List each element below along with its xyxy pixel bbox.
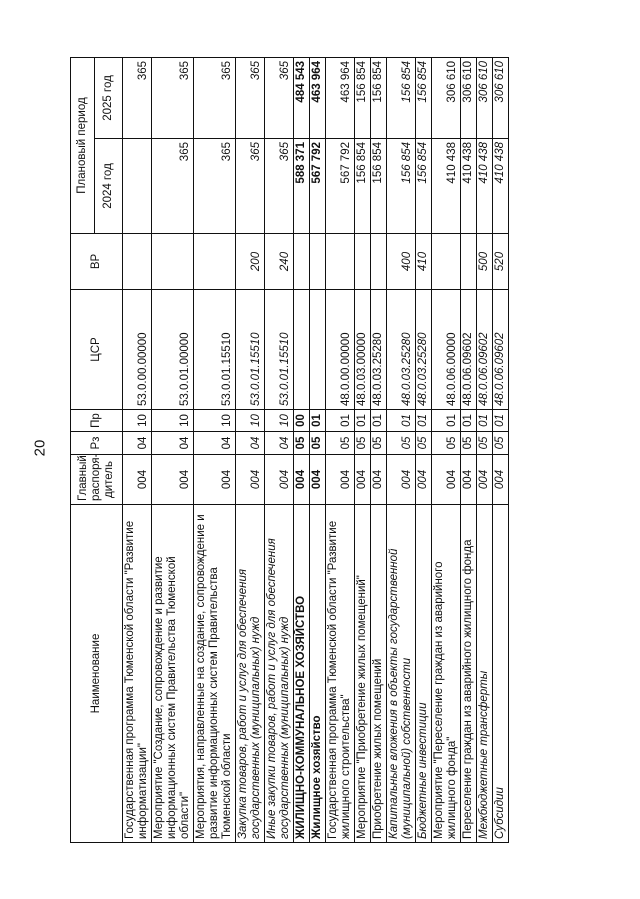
cell-vr: 400	[387, 234, 416, 290]
cell-year2: 365	[265, 57, 294, 138]
cell-chief: 004	[371, 455, 387, 505]
cell-chief: 004	[294, 455, 310, 505]
cell-csr: 48.0.06.00000	[432, 290, 461, 410]
cell-year2: 365	[152, 57, 194, 138]
cell-chief: 004	[387, 455, 416, 505]
cell-vr: 520	[493, 234, 509, 290]
cell-pr: 10	[123, 410, 152, 432]
cell-chief: 004	[236, 455, 265, 505]
cell-rz: 05	[461, 432, 477, 455]
cell-year2: 484 543	[294, 57, 310, 138]
cell-rz: 05	[326, 432, 355, 455]
cell-chief: 004	[326, 455, 355, 505]
cell-year1: 365	[265, 139, 294, 234]
header-csr: ЦСР	[71, 290, 123, 410]
cell-rz: 05	[493, 432, 509, 455]
header-planned-period: Плановый период	[71, 57, 95, 233]
header-name: Наименование	[71, 505, 123, 843]
cell-rz: 05	[371, 432, 387, 455]
table-row	[371, 57, 387, 842]
cell-vr	[461, 234, 477, 290]
cell-rz: 04	[265, 432, 294, 455]
cell-year2: 306 610	[493, 57, 509, 138]
cell-name: Переселение граждан из аварийного жилищного фонда	[461, 505, 477, 843]
table-row	[493, 57, 509, 842]
cell-name: Закупка товаров, работ и услуг для обеспечения государственных (муниципальных) нужд	[236, 505, 265, 843]
cell-rz: 05	[432, 432, 461, 455]
cell-rz: 04	[123, 432, 152, 455]
cell-pr: 01	[477, 410, 493, 432]
cell-pr: 01	[493, 410, 509, 432]
cell-year1: 365	[152, 139, 194, 234]
cell-name: Жилищное хозяйство	[310, 505, 326, 843]
cell-year2: 306 610	[432, 57, 461, 138]
cell-pr: 01	[371, 410, 387, 432]
cell-csr	[310, 290, 326, 410]
cell-pr: 10	[194, 410, 236, 432]
cell-rz: 05	[355, 432, 371, 455]
cell-chief: 004	[432, 455, 461, 505]
cell-chief: 004	[152, 455, 194, 505]
cell-rz: 05	[310, 432, 326, 455]
cell-chief: 004	[493, 455, 509, 505]
cell-pr: 01	[461, 410, 477, 432]
cell-rz: 04	[236, 432, 265, 455]
rotated-table-container	[70, 58, 608, 843]
table-row	[326, 57, 355, 842]
header-vr: ВР	[71, 234, 123, 290]
cell-name: Иные закупки товаров, работ и услуг для обеспечения государственных (муниципальных) нужд	[265, 505, 294, 843]
table-row	[123, 57, 152, 842]
cell-pr: 00	[294, 410, 310, 432]
cell-name: Приобретение жилых помещений	[371, 505, 387, 843]
cell-year1: 365	[194, 139, 236, 234]
cell-year2: 463 964	[326, 57, 355, 138]
cell-name: Мероприятие "Переселение граждан из аварийного жилищного фонда"	[432, 505, 461, 843]
cell-vr	[310, 234, 326, 290]
cell-name: Межбюджетные трансферты	[477, 505, 493, 843]
cell-name: Мероприятие "Приобретение жилых помещений"	[355, 505, 371, 843]
header-chief: Главный распоря-дитель	[71, 455, 123, 505]
cell-year2: 365	[236, 57, 265, 138]
header-year1: 2024 год	[95, 139, 123, 234]
cell-year1: 410 438	[461, 139, 477, 234]
table-header	[71, 57, 123, 842]
cell-chief: 004	[461, 455, 477, 505]
cell-name: Мероприятия, направленные на создание, сопровождение и развитие информационных систем Правительства Тюменской области	[194, 505, 236, 843]
cell-chief: 004	[194, 455, 236, 505]
cell-year2: 463 964	[310, 57, 326, 138]
cell-name: ЖИЛИЩНО-КОММУНАЛЬНОЕ ХОЗЯЙСТВО	[294, 505, 310, 843]
cell-chief: 004	[310, 455, 326, 505]
cell-csr: 48.0.03.00000	[355, 290, 371, 410]
table-row	[432, 57, 461, 842]
cell-pr: 01	[387, 410, 416, 432]
table-row	[294, 57, 310, 842]
table-row	[236, 57, 265, 842]
cell-year1: 156 854	[416, 139, 432, 234]
cell-vr: 240	[265, 234, 294, 290]
header-rz: Рз	[71, 432, 123, 455]
header-pr: Пр	[71, 410, 123, 432]
cell-year2: 156 854	[355, 57, 371, 138]
cell-year1: 588 371	[294, 139, 310, 234]
table-body	[123, 57, 509, 842]
cell-rz: 04	[152, 432, 194, 455]
cell-csr: 48.0.03.25280	[387, 290, 416, 410]
cell-year1: 410 438	[477, 139, 493, 234]
cell-vr	[152, 234, 194, 290]
cell-csr: 48.0.03.25280	[371, 290, 387, 410]
cell-vr	[432, 234, 461, 290]
cell-csr: 53.0.01.00000	[152, 290, 194, 410]
table-row	[265, 57, 294, 842]
cell-csr: 48.0.06.09602	[493, 290, 509, 410]
cell-csr: 53.0.01.15510	[236, 290, 265, 410]
cell-csr: 48.0.03.25280	[416, 290, 432, 410]
cell-vr: 200	[236, 234, 265, 290]
cell-year1: 365	[236, 139, 265, 234]
cell-year2: 156 854	[371, 57, 387, 138]
page-number: 20	[31, 439, 49, 457]
cell-year1: 156 854	[371, 139, 387, 234]
table-row	[355, 57, 371, 842]
cell-year1	[123, 139, 152, 234]
table-row	[310, 57, 326, 842]
cell-chief: 004	[265, 455, 294, 505]
cell-year1: 410 438	[432, 139, 461, 234]
table-row	[152, 57, 194, 842]
cell-pr: 01	[432, 410, 461, 432]
header-year2: 2025 год	[95, 57, 123, 138]
cell-year1: 156 854	[387, 139, 416, 234]
table-row	[477, 57, 493, 842]
cell-name: Капитальные вложения в объекты государственной (муниципальной) собственности	[387, 505, 416, 843]
cell-year2: 156 854	[387, 57, 416, 138]
cell-pr: 10	[265, 410, 294, 432]
cell-rz: 04	[194, 432, 236, 455]
cell-vr	[194, 234, 236, 290]
table-row	[194, 57, 236, 842]
cell-csr: 48.0.06.09602	[477, 290, 493, 410]
cell-pr: 01	[355, 410, 371, 432]
cell-pr: 01	[310, 410, 326, 432]
cell-year2: 365	[194, 57, 236, 138]
cell-year1: 410 438	[493, 139, 509, 234]
cell-chief: 004	[123, 455, 152, 505]
cell-csr	[294, 290, 310, 410]
table-row	[416, 57, 432, 842]
table-row	[461, 57, 477, 842]
cell-year1: 156 854	[355, 139, 371, 234]
cell-name: Бюджетные инвестиции	[416, 505, 432, 843]
cell-pr: 10	[152, 410, 194, 432]
cell-rz: 05	[387, 432, 416, 455]
cell-name: Субсидии	[493, 505, 509, 843]
cell-year2: 306 610	[477, 57, 493, 138]
cell-vr	[123, 234, 152, 290]
cell-name: Мероприятие "Создание, сопровождение и развитие информационных систем Правительства Тюменской области"	[152, 505, 194, 843]
cell-year2: 156 854	[416, 57, 432, 138]
cell-year2: 306 610	[461, 57, 477, 138]
cell-rz: 05	[477, 432, 493, 455]
cell-year1: 567 792	[326, 139, 355, 234]
cell-csr: 48.0.00.00000	[326, 290, 355, 410]
cell-pr: 01	[416, 410, 432, 432]
cell-chief: 004	[355, 455, 371, 505]
cell-rz: 05	[294, 432, 310, 455]
cell-chief: 004	[477, 455, 493, 505]
cell-vr	[294, 234, 310, 290]
cell-name: Государственная программа Тюменской области "Развитие жилищного строительства"	[326, 505, 355, 843]
cell-chief: 004	[416, 455, 432, 505]
cell-name: Государственная программа Тюменской области "Развитие информатизации"	[123, 505, 152, 843]
cell-vr	[326, 234, 355, 290]
budget-table	[70, 57, 509, 843]
cell-rz: 05	[416, 432, 432, 455]
cell-pr: 10	[236, 410, 265, 432]
cell-pr: 01	[326, 410, 355, 432]
cell-csr: 53.0.01.15510	[265, 290, 294, 410]
cell-vr	[355, 234, 371, 290]
table-row	[387, 57, 416, 842]
cell-csr: 53.0.00.00000	[123, 290, 152, 410]
cell-csr: 53.0.01.15510	[194, 290, 236, 410]
cell-year2: 365	[123, 57, 152, 138]
cell-vr: 410	[416, 234, 432, 290]
cell-vr: 500	[477, 234, 493, 290]
cell-vr	[371, 234, 387, 290]
cell-csr: 48.0.06.09602	[461, 290, 477, 410]
cell-year1: 567 792	[310, 139, 326, 234]
